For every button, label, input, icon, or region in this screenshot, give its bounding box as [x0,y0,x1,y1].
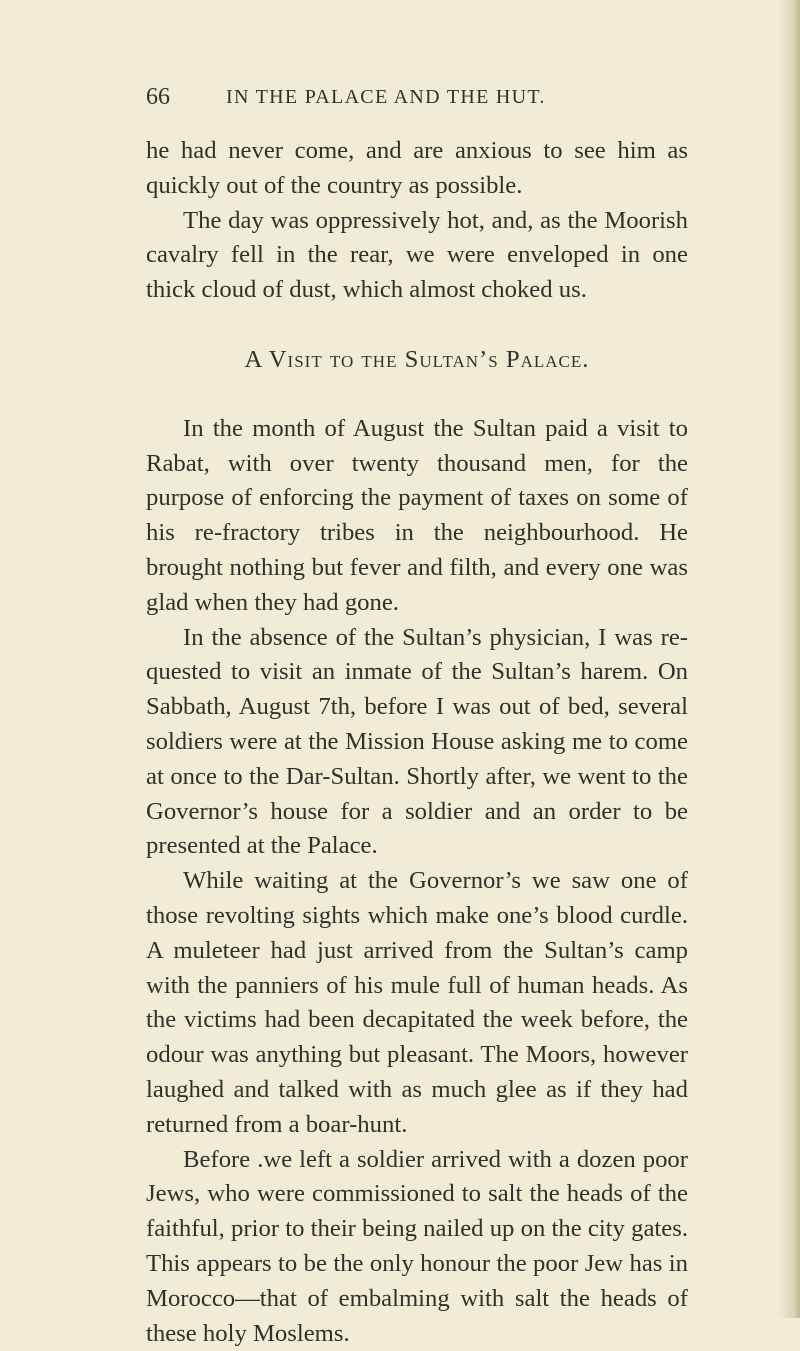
paragraph: While waiting at the Governor’s we saw one of those revolting sights which make one’s blood curdle. A muleteer had just arrived from the Sultan’s camp with the panniers of his mule full of human heads. As the victims had been decapitated the week before, the odour was anything but pleasant. The Moors, however laughed and talked with as much glee as if they had returned from a boar-hunt. [146,867,688,1138]
paragraph: Before .we left a soldier arrived with a dozen poor Jews, who were commissioned to salt the heads of the faithful, prior to their being nailed up on the city gates. This appears to be the only honour the poor Jew has in Morocco—that of embalming with salt the heads of these holy Moslems. [146,1145,688,1347]
paragraph: In the absence of the Sultan’s physician, I was re-quested to visit an inmate of the Sultan’s harem. On Sabbath, August 7th, before I was out of bed, several soldiers were at the Mission House asking me to come at once to the Dar-Sultan. Shortly after, we went to the Governor’s house for a soldier and an order to be presented at the Palace. [146,623,688,860]
page-header [146,80,686,114]
paragraph: The day was oppressively hot, and, as the Moorish cavalry fell in the rear, we were enveloped in one thick cloud of dust, which almost choked us. [146,206,688,304]
paragraph: he had never come, and are anxious to see him as quickly out of the country as possible. [146,137,688,199]
paragraph: In the month of August the Sultan paid a visit to Rabat, with over twenty thousand men, for the purpose of enforcing the payment of taxes on some of his re-fractory tribes in the neighbourhood. He brought nothing but fever and filth, and every one was glad when they had gone. [146,414,688,616]
page-edge-shadow [778,0,800,1318]
body-text [146,134,688,1351]
running-head: IN THE PALACE AND THE HUT. [226,86,546,108]
section-title: A Visit to the Sultan’s Palace. [244,345,590,373]
page-number: 66 [146,84,170,110]
